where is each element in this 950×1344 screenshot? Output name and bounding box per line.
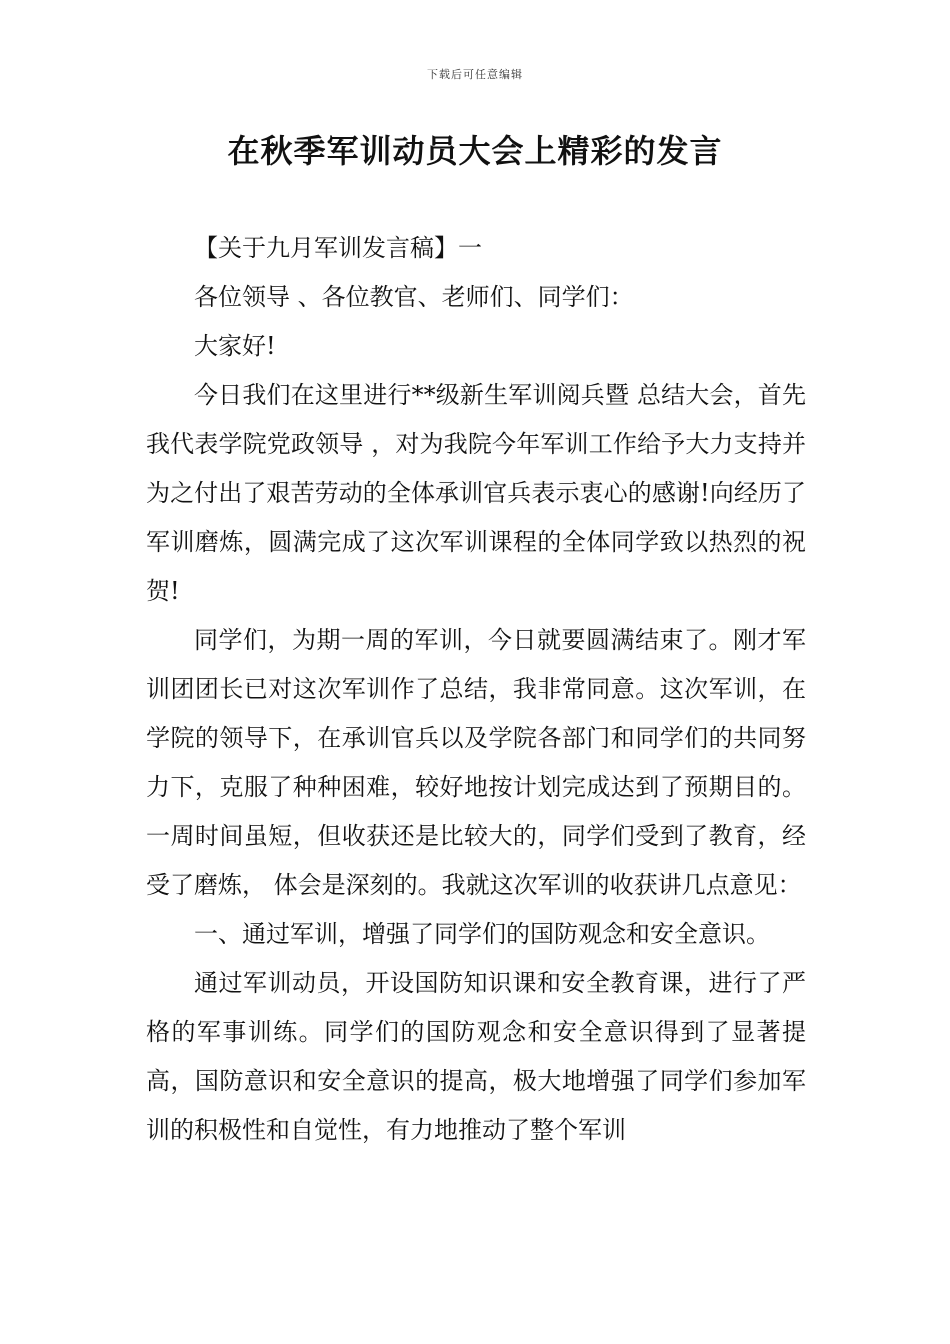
header-note: 下载后可任意编辑 [427,68,523,81]
document-body [146,224,806,1155]
paragraph-summary: 同学们，为期一周的军训，今日就要圆满结束了。刚才军训团团长已对这次军训作了总结，我非常同意。这次军训，在学院的领导下，在承训官兵以及学院各部门和同学们的共同努力下，克服了种种困难，较好地按计划完成达到了预期目的。一周时间虽短，但收获还是比较大的，同学们受到了教育，经受了磨炼， 体会是深刻的。我就这次军训的收获讲几点意见： [146,626,806,899]
document-title: 在秋季军训动员大会上精彩的发言 [227,132,723,170]
paragraph-point-one-heading: 一、通过军训，增强了同学们的国防观念和安全意识。 [194,920,770,948]
paragraph-salutation: 各位领导 、各位教官、老师们、同学们： [194,283,634,311]
paragraph-greeting: 大家好! [194,332,276,360]
paragraph-point-one-body: 通过军训动员，开设国防知识课和安全教育课，进行了严格的军事训练。同学们的国防观念和安全意识得到了显著提高，国防意识和安全意识的提高，极大地增强了同学们参加军训的积极性和自觉性，有力地推动了整个军训 [146,969,806,1144]
paragraph-opening: 今日我们在这里进行**级新生军训阅兵暨 总结大会，首先我代表学院党政领导 ，对为我院今年军训工作给予大力支持并为之付出了艰苦劳动的全体承训官兵表示衷心的感谢!向经历了军训磨炼，圆满完成了这次军训课程的全体同学致以热烈的祝贺! [146,381,806,605]
paragraph-section-heading: 【关于九月军训发言稿】一 [194,234,482,262]
